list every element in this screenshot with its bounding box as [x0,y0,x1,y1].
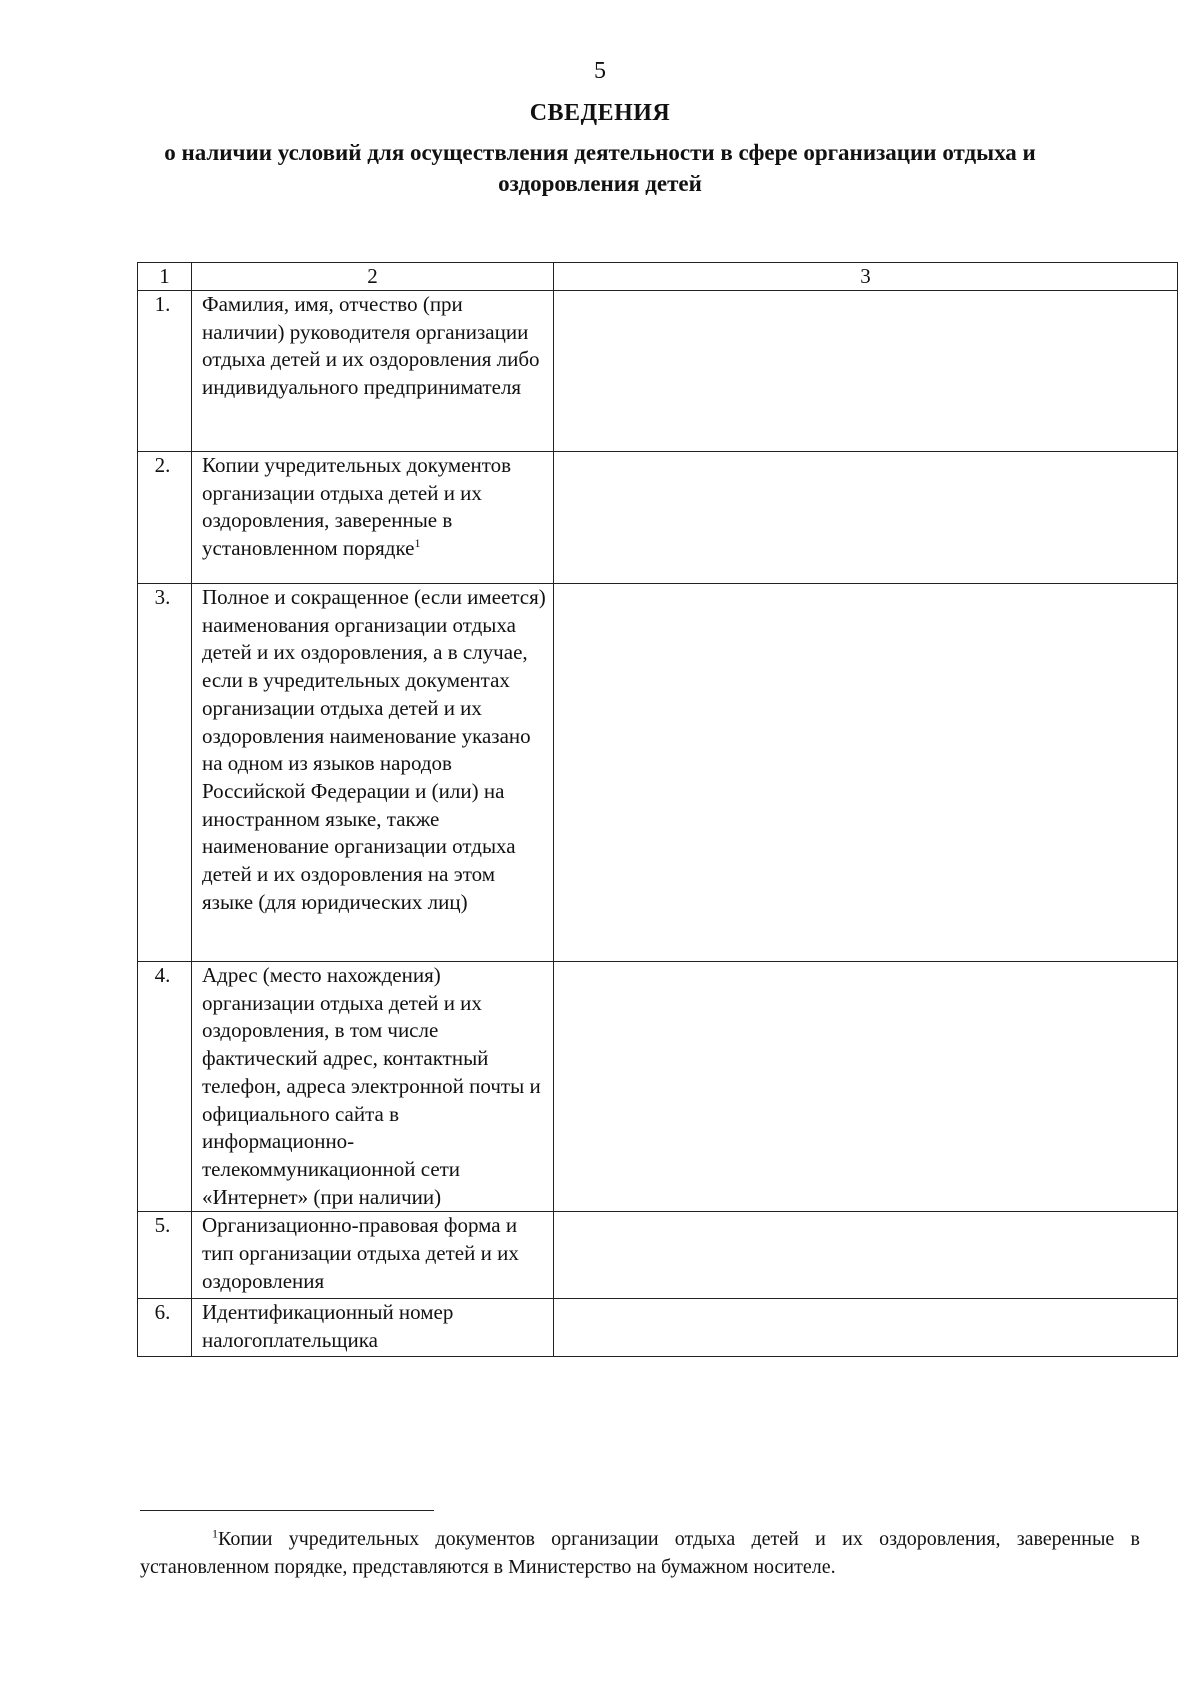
table-row [138,291,1178,452]
row-label [192,452,554,584]
footnote-separator [140,1510,434,1511]
row-value [554,584,1178,962]
table-row [138,452,1178,584]
row-label: Идентификационный номер налогоплательщика [192,1299,554,1357]
row-value [554,1212,1178,1299]
row-value [554,1299,1178,1357]
row-number: 2. [138,452,192,584]
row-number: 1. [138,291,192,452]
footnote-marker: 1 [212,1526,218,1541]
row-value [554,452,1178,584]
header-cell-2: 2 [192,263,554,291]
information-table [137,262,1178,1357]
row-label: Организационно-правовая форма и тип организации отдыха детей и их оздоровления [192,1212,554,1299]
row-number: 6. [138,1299,192,1357]
table-row [138,1212,1178,1299]
table-row [138,584,1178,962]
page-number: 5 [594,58,606,84]
row-number: 3. [138,584,192,962]
row-value [554,962,1178,1212]
row-number: 5. [138,1212,192,1299]
document-subtitle: о наличии условий для осуществления деятельности в сфере организации отдыха и оздоровления детей [164,140,1036,196]
document-title: СВЕДЕНИЯ [529,100,671,126]
footnote [140,1525,1140,1581]
table-row [138,1299,1178,1357]
header-cell-1: 1 [138,263,192,291]
row-value [554,291,1178,452]
row-number: 4. [138,962,192,1212]
row-label-text: Копии учредительных документов организации отдыха детей и их оздоровления, заверенные в установленном порядке [202,453,512,561]
header-cell-3: 3 [554,263,1178,291]
table-row [138,962,1178,1212]
row-label: Адрес (место нахождения) организации отдыха детей и их оздоровления, в том числе фактический адрес, контактный телефон, адреса электронной почты и официального сайта в информационно-телекоммуникационной сети «Интернет» (при наличии) [192,962,554,1212]
footnote-reference: 1 [414,536,421,551]
table-header-row [138,263,1178,291]
row-label: Фамилия, имя, отчество (при наличии) руководителя организации отдыха детей и их оздоровления либо индивидуального предпринимателя [192,291,554,452]
row-label: Полное и сокращенное (если имеется) наименования организации отдыха детей и их оздоровления, а в случае, если в учредительных документах организации отдыха детей и их оздоровления наименование указано на одном из языков народов Российской Федерации и (или) на иностранном языке, также наименование организации отдыха детей и их оздоровления на этом языке (для юридических лиц) [192,584,554,962]
footnote-text: Копии учредительных документов организации отдыха детей и их оздоровления, заверенные в установленном порядке, представляются в Министерство на бумажном носителе. [140,1528,1140,1578]
